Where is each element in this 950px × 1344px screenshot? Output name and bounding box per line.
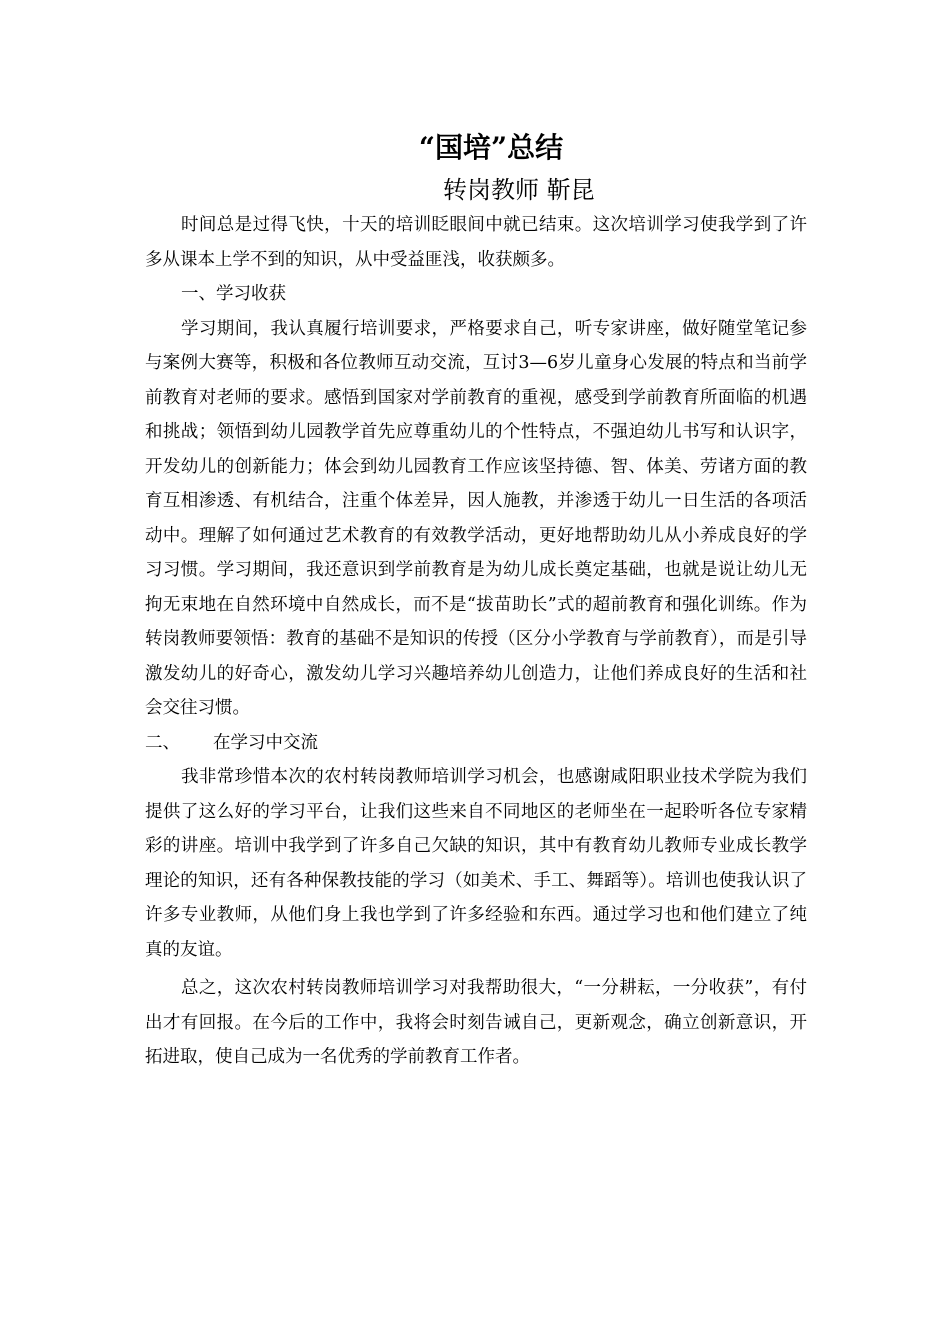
document-title: “国培”总结 [418,131,564,164]
document-author: 转岗教师 靳昆 [443,176,595,204]
section-2-body: 我非常珍惜本次的农村转岗教师培训学习机会，也感谢咸阳职业技术学院为我们提供了这么好的学习平台，让我们这些来自不同地区的老师坐在一起聆听各位专家精彩的讲座。培训中我学到了许多自己欠缺的知识，其中有教育幼儿教师专业成长教学理论的知识，还有各种保教技能的学习（如美术、手工、舞蹈等）。培训也使我认识了许多专业教师，从他们身上我也学到了许多经验和东西。通过学习也和他们建立了纯真的友谊。 [145,767,807,960]
section-2-heading [145,726,807,761]
section-2-title: 在学习中交流 [213,732,318,753]
section-1-body: 学习期间，我认真履行培训要求，严格要求自己，听专家讲座，做好随堂笔记参与案例大赛等，积极和各位教师互动交流，互讨3—6岁儿童身心发展的特点和当前学前教育对老师的要求。感悟到国家对学前教育的重视，感受到学前教育所面临的机遇和挑战；领悟到幼儿园教学首先应尊重幼儿的个性特点，不强迫幼儿书写和认识字，开发幼儿的创新能力；体会到幼儿园教育工作应该坚持德、智、体美、劳诸方面的教育互相渗透、有机结合，注重个体差异，因人施教，并渗透于幼儿一日生活的各项活动中。理解了如何通过艺术教育的有效教学活动，更好地帮助幼儿从小养成良好的学习习惯。学习期间，我还意识到学前教育是为幼儿成长奠定基础，也就是说让幼儿无拘无束地在自然环境中自然成长，而不是“拔苗助长”式的超前教育和强化训练。作为转岗教师要领悟：教育的基础不是知识的传授（区分小学教育与学前教育），而是引导激发幼儿的好奇心，激发幼儿学习兴趣培养幼儿创造力，让他们养成良好的生活和社会交往习惯。 [145,318,807,718]
section-2-number: 二、 [145,732,180,753]
document-page [145,128,807,1075]
conclusion-paragraph: 总之，这次农村转岗教师培训学习对我帮助很大，“一分耕耘，一分收获”，有付出才有回报。在今后的工作中，我将会时刻告诫自己，更新观念，确立创新意识，开拓进取，使自己成为一名优秀的学前教育工作者。 [145,978,807,1067]
intro-paragraph: 时间总是过得飞快，十天的培训眨眼间中就已结束。这次培训学习使我学到了许多从课本上学不到的知识，从中受益匪浅，收获颇多。 [145,215,807,270]
section-1-heading: 一、学习收获 [181,284,286,304]
